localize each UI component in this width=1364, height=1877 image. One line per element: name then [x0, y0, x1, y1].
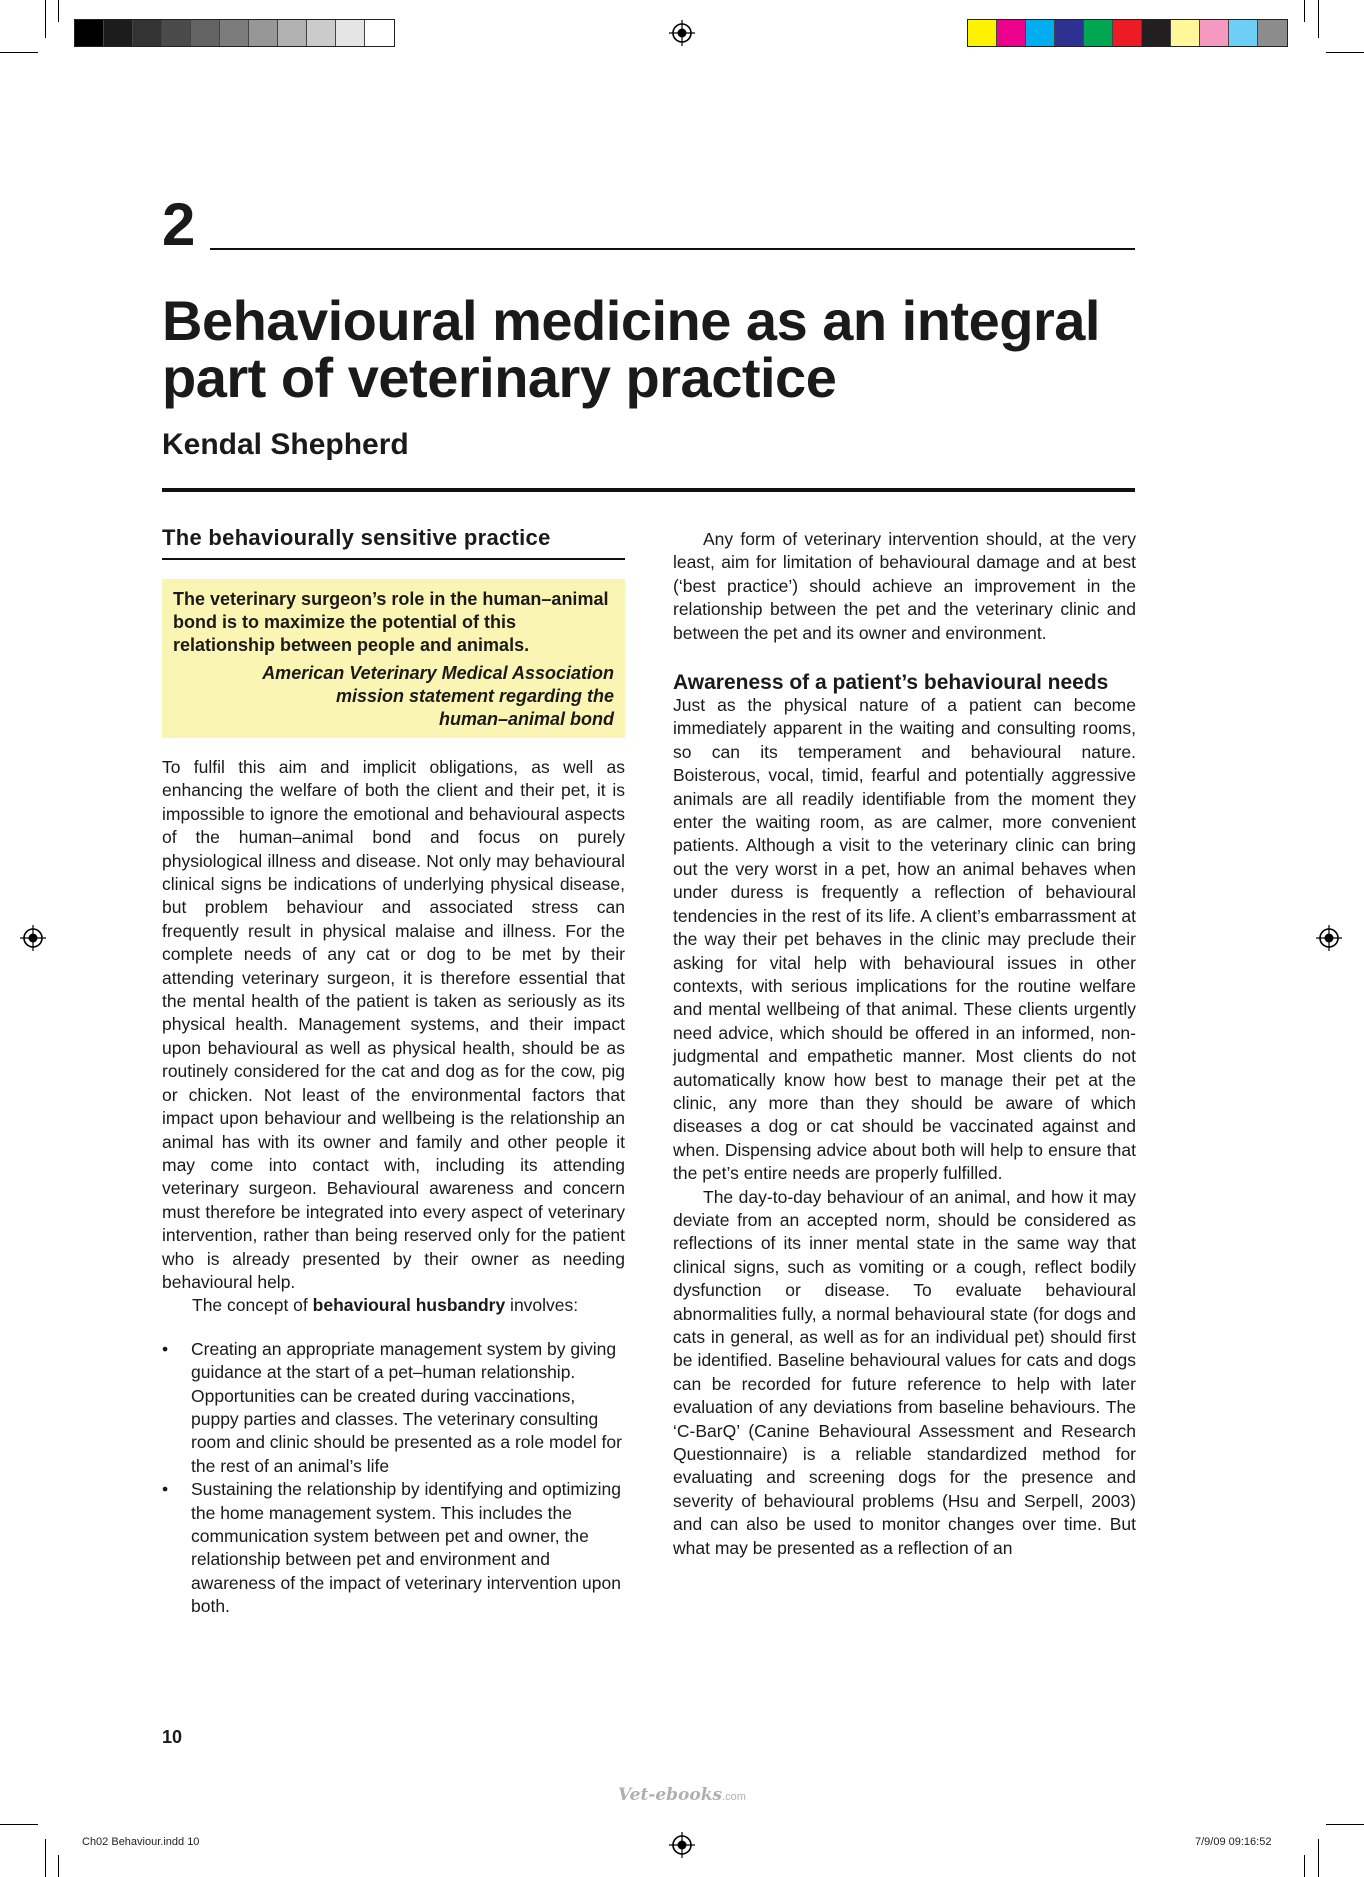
crop-mark — [1326, 1824, 1364, 1825]
bullet-icon: • — [162, 1338, 169, 1359]
list-item-text: Creating an appropriate management system by giving guidance at the start of a pet–human relationship. Opportunities can be created during vaccinations, puppy parties and classes. The veterinary consulting room and clinic should be presented as a role model for the rest of an animal’s life — [191, 1338, 622, 1476]
crop-mark — [1304, 0, 1305, 22]
body-paragraph: Any form of veterinary intervention should, at the very least, aim for limitation of behavioural damage and at best (‘best practice’) should achieve an improvement in the relationship between the pet and the veterinary clinic and between the pet and its owner and environment. — [673, 529, 1136, 643]
color-swatch — [1026, 20, 1055, 46]
color-swatch — [1229, 20, 1258, 46]
color-swatch — [133, 20, 162, 46]
color-swatch — [249, 20, 278, 46]
crop-mark — [1318, 1839, 1319, 1877]
watermark-logo — [618, 1785, 746, 1805]
registration-mark-icon — [669, 1832, 695, 1858]
color-swatch — [162, 20, 191, 46]
color-swatch — [1171, 20, 1200, 46]
crop-mark — [58, 1855, 59, 1877]
color-swatch — [1055, 20, 1084, 46]
color-swatch — [191, 20, 220, 46]
crop-mark — [0, 52, 38, 53]
crop-mark — [58, 0, 59, 22]
print-slug-file: Ch02 Behaviour.indd 10 — [82, 1836, 200, 1848]
concept-line — [162, 1294, 625, 1317]
color-swatch — [336, 20, 365, 46]
quote-attribution: American Veterinary Medical Association mission statement regarding the human–animal bond — [262, 663, 614, 729]
chapter-title: Behavioural medicine as an integral part of veterinary practice — [162, 289, 1100, 409]
crop-mark — [1318, 0, 1319, 38]
quote-text: The veterinary surgeon’s role in the human–animal bond is to maximize the potential of this relationship between people and animals. — [173, 589, 609, 655]
color-swatch — [220, 20, 249, 46]
crop-mark — [1326, 52, 1364, 53]
color-swatch — [365, 20, 394, 46]
crop-mark — [45, 0, 46, 38]
color-swatch — [307, 20, 336, 46]
registration-mark-icon — [669, 20, 695, 46]
page-number: 10 — [162, 1727, 183, 1747]
concept-term: behavioural husbandry — [312, 1295, 506, 1316]
list-item — [162, 1338, 625, 1478]
epigraph-quote-box — [162, 579, 625, 738]
section-heading: The behaviourally sensitive practice — [162, 525, 625, 560]
body-paragraph: The day-to-day behaviour of an animal, and how it may deviate from an accepted norm, should be considered as reflections of its inner mental state in the same way that clinical signs, such as vomiting or a cough, reflect bodily dysfunction or disease. To evaluate behavioural abnormalities fully, a normal behavioural state (for dogs and cats in general, as well as for an individual pet) should first be identified. Baseline behavioural values for cats and dogs can be recorded for future reference to help with later evaluation of any deviations from baseline behaviours. The ‘C-BarQ’ (Canine Behavioural Assessment and Research Questionnaire) is a reliable standardized method for evaluating and screening dogs for the presence and severity of behavioural problems (Hsu and Serpell, 2003) and can also be used to monitor changes over time. But what may be presented as a reflection of an — [673, 1186, 1136, 1558]
concept-intro: The concept of — [192, 1295, 313, 1316]
chapter-number: 2 — [162, 191, 196, 258]
list-item — [162, 1478, 625, 1618]
color-swatch — [997, 20, 1026, 46]
right-column-body — [673, 528, 1136, 1560]
body-paragraph: To fulfil this aim and implicit obligations, as well as enhancing the welfare of both the client and their pet, it is impossible to ignore the emotional and behavioural aspects of the human–animal bond and focus on purely physiological illness and disease. Not only may behavioural clinical signs be indications of underlying physical disease, but problem behaviour and associated stress can frequently result in physical malaise and illness. For the complete needs of any cat or dog to be met by their attending veterinary surgeon, it is therefore essential that the mental health of the patient is taken as seriously as its physical health. Management systems, and their impact upon behavioural as well as physical health, should be as routinely considered for the cat and dog as for the cow, pig or chicken. Not least of the environmental factors that impact upon behaviour and wellbeing is the relationship an animal has with its owner and family and other people it may come into contact with, including its attending veterinary surgeon. Behavioural awareness and concern must therefore be integrated into every aspect of veterinary intervention, rather than being reserved only for the patient who is already presented by their owner as needing behavioural help. — [162, 757, 625, 1292]
crop-mark — [1304, 1855, 1305, 1877]
chapter-rule-divider — [210, 248, 1135, 250]
color-swatch — [1258, 20, 1287, 46]
color-swatch — [1142, 20, 1171, 46]
subsection-heading: Awareness of a patient’s behavioural needs — [673, 671, 1109, 695]
bullet-icon: • — [162, 1479, 169, 1500]
watermark-text: Vet-ebooks — [618, 1785, 723, 1805]
print-slug-timestamp: 7/9/09 09:16:52 — [1195, 1836, 1272, 1848]
concept-tail: involves: — [505, 1295, 579, 1316]
color-swatch — [1084, 20, 1113, 46]
list-item-text: Sustaining the relationship by identifying and optimizing the home management system. This includes the communication system between pet and owner, the relationship between pet and environment and awareness of the impact of veterinary intervention upon both. — [191, 1479, 621, 1617]
color-swatch — [104, 20, 133, 46]
crop-mark — [45, 1839, 46, 1877]
grayscale-color-bar — [74, 19, 395, 47]
color-swatch — [278, 20, 307, 46]
registration-mark-icon — [20, 925, 46, 951]
color-swatch — [75, 20, 104, 46]
body-paragraph: Just as the physical nature of a patient can become immediately apparent in the waiting and consulting rooms, so can its temperament and behavioural nature. Boisterous, vocal, timid, fearful and potentially aggressive animals are all readily identifiable from the moment they enter the waiting room, as are calmer, more convenient patients. Although a visit to the veterinary clinic can bring out the very worst in a pet, how an animal behaves when under duress is frequently a reflection of behavioural tendencies in the rest of its life. A client’s embarrassment at the way their pet behaves in the clinic may preclude their asking for vital help with behavioural issues in other contexts, with serious implications for the routine welfare and mental wellbeing of that animal. These clients urgently need advice, which should be offered in an informed, non-judgmental and empathetic manner. Most clients do not automatically know how best to manage their pet at the clinic, any more than they should be aware of which diseases a dog or cat should be vaccinated against and when. Dispensing advice about both will help to ensure that the pet’s entire needs are properly fulfilled. — [673, 695, 1136, 1184]
color-swatch — [1113, 20, 1142, 46]
header-divider — [162, 488, 1135, 492]
crop-mark — [0, 1824, 38, 1825]
registration-mark-icon — [1316, 925, 1342, 951]
cmyk-color-bar — [967, 19, 1288, 47]
left-column-body — [162, 756, 625, 1619]
color-swatch — [968, 20, 997, 46]
color-swatch — [1200, 20, 1229, 46]
author-name: Kendal Shepherd — [162, 428, 409, 461]
watermark-suffix: .com — [722, 1791, 746, 1803]
bullet-list — [162, 1338, 625, 1619]
